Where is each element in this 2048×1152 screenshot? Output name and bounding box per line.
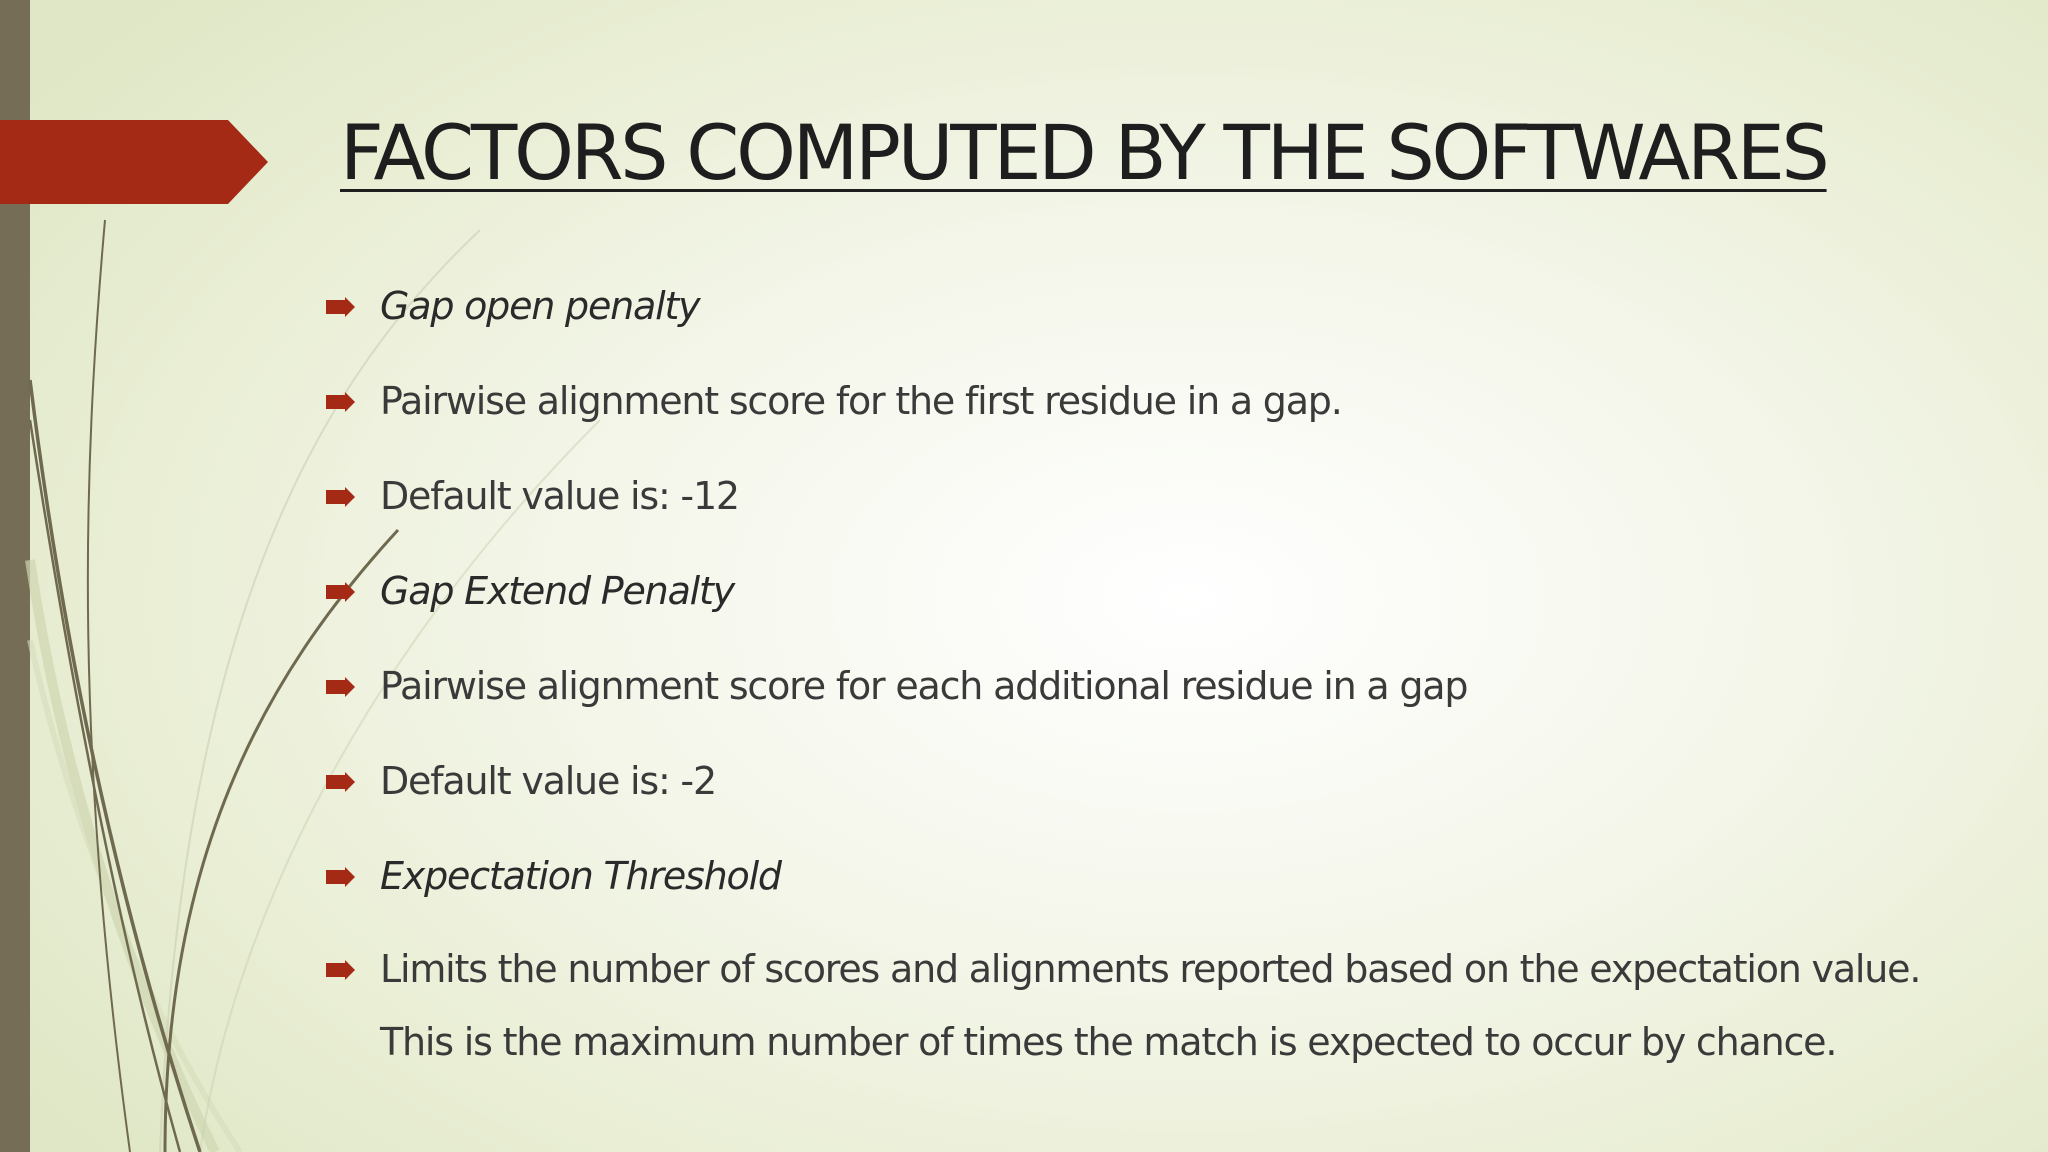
bullet-item — [322, 933, 2002, 1079]
bullet-item — [322, 365, 2002, 460]
arrow-bullet-icon — [326, 960, 356, 980]
bullet-text: Pairwise alignment score for the first residue in a gap. — [380, 379, 1342, 423]
left-sidebar-bar — [0, 0, 30, 1152]
arrow-bullet-icon — [326, 582, 356, 602]
bullet-item — [322, 555, 2002, 650]
bullet-text: Default value is: -12 — [380, 474, 739, 518]
bullet-text: Gap open penalty — [380, 284, 700, 328]
bullet-text: Pairwise alignment score for each additional residue in a gap — [380, 664, 1468, 708]
bullet-item — [322, 270, 2002, 365]
bullet-item — [322, 745, 2002, 840]
bullet-text: Expectation Threshold — [380, 854, 781, 898]
bullet-item — [322, 460, 2002, 555]
bullet-list — [322, 270, 2002, 1079]
slide-title: FACTORS COMPUTED BY THE SOFTWARES — [340, 108, 1827, 197]
arrow-bullet-icon — [326, 867, 356, 887]
bullet-text: Limits the number of scores and alignments reported based on the expectation value. This is the maximum number of times the match is expected to occur by chance. — [380, 947, 1921, 1064]
bullet-item — [322, 650, 2002, 745]
bullet-text: Gap Extend Penalty — [380, 569, 735, 613]
bullet-item — [322, 840, 2002, 935]
arrow-bullet-icon — [326, 677, 356, 697]
arrow-bullet-icon — [326, 297, 356, 317]
arrow-bullet-icon — [326, 487, 356, 507]
bullet-text: Default value is: -2 — [380, 759, 716, 803]
arrow-bullet-icon — [326, 392, 356, 412]
title-arrow-banner — [0, 120, 268, 204]
arrow-bullet-icon — [326, 772, 356, 792]
